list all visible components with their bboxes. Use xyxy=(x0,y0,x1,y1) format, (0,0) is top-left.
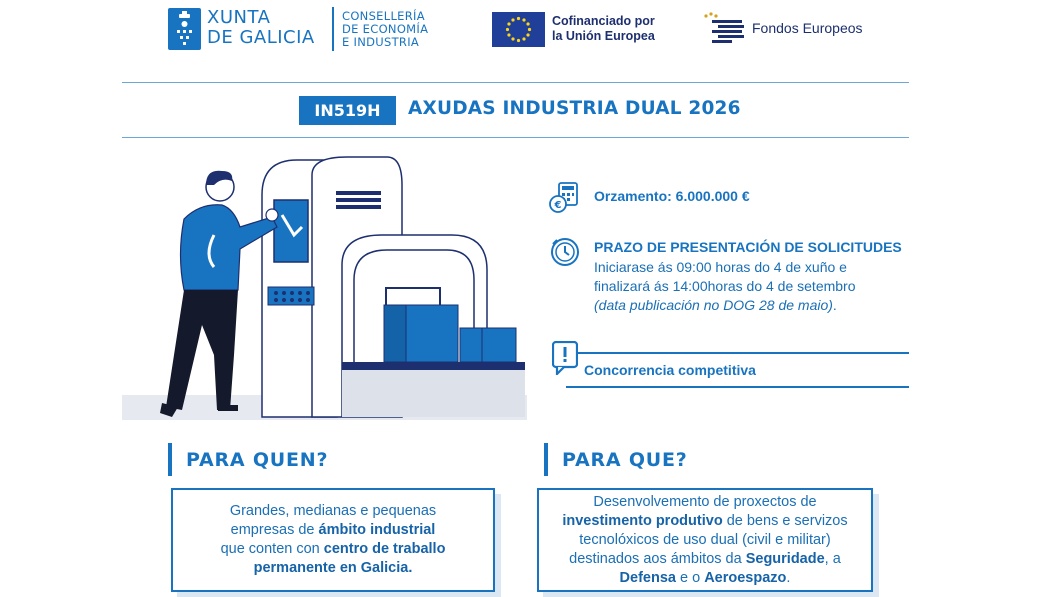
conselleria-line1: CONSELLERÍA xyxy=(342,9,425,23)
para-quen-line1: Grandes, medianas e pequenas xyxy=(229,503,437,519)
para-quen-text xyxy=(221,502,446,578)
xunta-line2: DE GALICIA xyxy=(207,27,315,48)
para-quen-heading: PARA QUEN? xyxy=(186,449,329,471)
competition-label: Concorrencia competitiva xyxy=(584,362,756,378)
para-que-line2 xyxy=(562,512,847,531)
svg-text:€: € xyxy=(554,200,562,211)
xunta-logo-text xyxy=(207,8,315,48)
para-que-line5-text: e o xyxy=(675,569,705,586)
eu-star xyxy=(517,39,520,42)
para-que-line2-bold: investimento produtivo xyxy=(562,512,723,529)
para-que-line5-bold2: Aeroespazo xyxy=(704,569,787,586)
para-que-line4-text: destinados aos ámbitos da xyxy=(569,550,746,567)
deadline-details xyxy=(594,258,894,315)
eu-star xyxy=(506,28,509,31)
para-quen-accent-bar xyxy=(168,443,172,476)
deadline-heading: PRAZO DE PRESENTACIÓN DE SOLICITUDES xyxy=(594,239,902,255)
fondos-europeos-text: Fondos Europeos xyxy=(752,20,863,36)
para-quen-box xyxy=(171,488,495,592)
eu-star xyxy=(522,37,525,40)
para-quen-line2-bold: ámbito industrial xyxy=(318,522,436,538)
para-que-line4-bold: Seguridade xyxy=(745,550,825,567)
deadline-line2: finalizará ás 14:00horas do 4 de setembro xyxy=(594,278,856,294)
title-rule-top xyxy=(122,82,909,83)
para-que-line4-end: , a xyxy=(824,550,841,567)
eu-star xyxy=(511,37,514,40)
para-que-line5-bold1: Defensa xyxy=(619,569,676,586)
budget-calculator-icon xyxy=(549,182,579,212)
eu-line2: la Unión Europea xyxy=(552,29,655,43)
exclamation-icon xyxy=(552,341,578,373)
para-que-line4 xyxy=(562,550,847,569)
eu-cofinanced-text xyxy=(552,14,655,44)
competition-rule-bottom xyxy=(566,386,909,388)
para-que-text xyxy=(562,493,847,588)
conselleria-line3: E INDUSTRIA xyxy=(342,35,420,49)
eu-star xyxy=(528,28,531,31)
eu-star xyxy=(511,18,514,21)
para-que-line5 xyxy=(562,569,847,588)
title-rule-bottom xyxy=(122,137,909,138)
eu-flag-icon xyxy=(492,12,545,47)
page-title: AXUDAS INDUSTRIA DUAL 2026 xyxy=(408,98,741,119)
deadline-line1: Iniciarase ás 09:00 horas do 4 de xuño e xyxy=(594,259,847,275)
conselleria-line2: DE ECONOMÍA xyxy=(342,22,429,36)
para-quen-line3 xyxy=(221,540,446,559)
para-que-line5-end: . xyxy=(786,569,791,586)
xunta-emblem-icon xyxy=(168,8,201,50)
clock-icon xyxy=(549,236,579,266)
eu-star xyxy=(507,33,510,36)
para-que-heading: PARA QUE? xyxy=(562,449,688,471)
deadline-period: . xyxy=(832,297,837,313)
para-quen-line4 xyxy=(221,559,446,578)
para-quen-line2 xyxy=(221,521,446,540)
para-quen-line4-bold: permanente en Galicia. xyxy=(253,560,413,576)
eu-star xyxy=(522,18,525,21)
para-que-line2-text: de bens e servizos xyxy=(722,512,848,529)
para-que-box xyxy=(537,488,873,592)
logo-divider xyxy=(332,7,334,51)
para-quen-line3-bold: centro de traballo xyxy=(323,541,446,557)
industrial-worker-illustration xyxy=(122,155,527,420)
para-que-accent-bar xyxy=(544,443,548,476)
xunta-line1: XUNTA xyxy=(207,7,271,28)
eu-star xyxy=(526,22,529,25)
para-quen-line2-text: empresas de xyxy=(230,522,319,538)
deadline-publication-note: (data publicación no DOG 28 de maio) xyxy=(594,297,833,313)
para-que-line3: tecnolóxicos de uso dual (civil e militar) xyxy=(579,531,831,548)
budget-label: Orzamento: 6.000.000 € xyxy=(594,188,750,204)
competition-rule-top xyxy=(566,352,909,354)
procedure-code-badge: IN519H xyxy=(299,96,396,125)
deadline-line3 xyxy=(594,296,894,315)
conselleria-logo-text xyxy=(342,10,428,49)
para-quen-line3-text: que conten con xyxy=(220,541,324,557)
eu-star xyxy=(517,17,520,20)
para-que-line1: Desenvolvemento de proxectos de xyxy=(593,493,817,510)
eu-line1: Cofinanciado por xyxy=(552,14,655,28)
fondos-europeos-icon xyxy=(702,12,746,44)
eu-star xyxy=(526,33,529,36)
eu-star xyxy=(507,22,510,25)
